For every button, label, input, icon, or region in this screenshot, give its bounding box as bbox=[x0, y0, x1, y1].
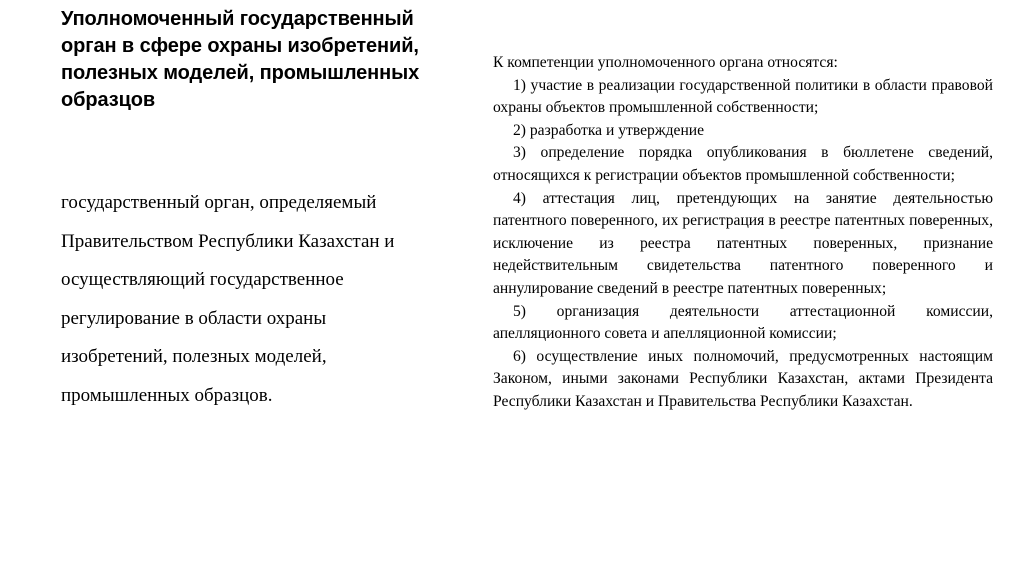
competence-item: 2) разработка и утверждение bbox=[513, 121, 705, 139]
competence-item: 5) организация деятельности аттестационной комиссии, апелляционного совета и апелляционной комиссии; bbox=[493, 302, 993, 343]
competence-item: 1) участие в реализации государственной политики в области правовой охраны объектов промышленной собственности; bbox=[493, 76, 993, 117]
right-column bbox=[493, 52, 993, 414]
competence-item: 3) определение порядка опубликования в бюллетене сведений, относящихся к регистрации объектов промышленной собственности; bbox=[493, 144, 993, 184]
slide-title: Уполномоченный государственный орган в сфере охраны изобретений, полезных моделей, промышленных образцов bbox=[61, 8, 420, 111]
competence-item: 4) аттестация лиц, претендующих на занятие деятельностью патентного поверенного, их регистрация в реестре патентных поверенных, исключение из реестра патентных поверенных, признание недействительным свидетельства патентного поверенного и аннулирование сведений в реестре патентных поверенных; bbox=[493, 189, 993, 297]
definition-text: государственный орган, определяемый Правительством Республики Казахстан и осуществляющий государственное регулирование в области охраны изобретений, полезных моделей, промышленных образцов. bbox=[61, 192, 395, 406]
left-column bbox=[61, 6, 421, 114]
competence-item: 6) осуществление иных полномочий, предусмотренных настоящим Законом, иными законами Республики Казахстан, актами Президента Республики Казахстан и Правительства Республики Казахстан. bbox=[493, 347, 993, 410]
competence-list bbox=[493, 75, 993, 414]
competence-intro: К компетенции уполномоченного органа относятся: bbox=[493, 54, 838, 71]
